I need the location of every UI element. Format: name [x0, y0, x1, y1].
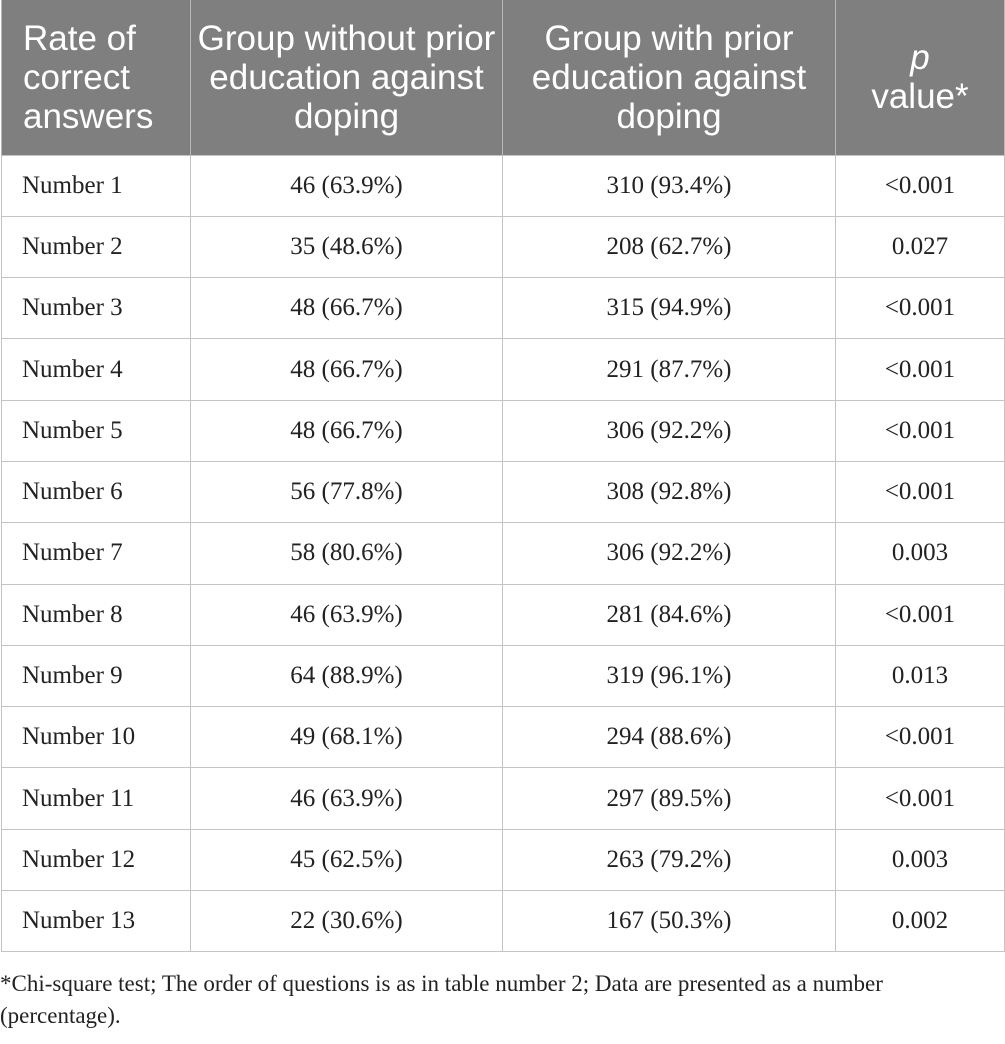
table-footnote: *Chi-square test; The order of questions is as in table number 2; Data are presented as a number (percentage). [0, 971, 883, 1028]
header-group-without-education: Group without prior education against doping [191, 0, 503, 155]
row-label-cell: Number 11 [2, 768, 191, 829]
row-label-cell: Number 12 [2, 829, 191, 890]
without-education-cell: 46 (63.9%) [191, 768, 503, 829]
with-education-cell: 297 (89.5%) [503, 768, 836, 829]
table-row [2, 339, 1005, 400]
row-label-cell: Number 7 [2, 523, 191, 584]
with-education-cell: 315 (94.9%) [503, 278, 836, 339]
table-body [2, 155, 1005, 952]
row-label-cell: Number 1 [2, 155, 191, 216]
with-education-cell: 306 (92.2%) [503, 400, 836, 461]
p-value-cell: 0.027 [836, 216, 1005, 277]
without-education-cell: 46 (63.9%) [191, 155, 503, 216]
without-education-cell: 49 (68.1%) [191, 707, 503, 768]
header-group-with-education: Group with prior education against doping [503, 0, 836, 155]
table-row [2, 155, 1005, 216]
table-row [2, 707, 1005, 768]
p-value-cell: 0.003 [836, 829, 1005, 890]
with-education-cell: 263 (79.2%) [503, 829, 836, 890]
p-value-cell: <0.001 [836, 155, 1005, 216]
without-education-cell: 35 (48.6%) [191, 216, 503, 277]
without-education-cell: 58 (80.6%) [191, 523, 503, 584]
with-education-cell: 167 (50.3%) [503, 891, 836, 952]
with-education-cell: 310 (93.4%) [503, 155, 836, 216]
header-value-label: value* [871, 77, 969, 117]
table-row [2, 768, 1005, 829]
p-value-cell: <0.001 [836, 278, 1005, 339]
without-education-cell: 56 (77.8%) [191, 461, 503, 522]
with-education-cell: 291 (87.7%) [503, 339, 836, 400]
header-row [2, 0, 1005, 155]
p-value-cell: <0.001 [836, 339, 1005, 400]
table-row [2, 216, 1005, 277]
p-value-cell: <0.001 [836, 461, 1005, 522]
row-label-cell: Number 9 [2, 645, 191, 706]
p-value-cell: 0.002 [836, 891, 1005, 952]
table-header [2, 0, 1005, 155]
row-label-cell: Number 6 [2, 461, 191, 522]
table-row [2, 829, 1005, 890]
without-education-cell: 45 (62.5%) [191, 829, 503, 890]
without-education-cell: 46 (63.9%) [191, 584, 503, 645]
header-p-symbol: p [910, 38, 930, 78]
table-row [2, 891, 1005, 952]
p-value-cell: <0.001 [836, 584, 1005, 645]
row-label-cell: Number 10 [2, 707, 191, 768]
header-rate-of-correct-answers: Rate of correct answers [2, 0, 191, 155]
p-value-cell: <0.001 [836, 768, 1005, 829]
table-row [2, 461, 1005, 522]
without-education-cell: 48 (66.7%) [191, 339, 503, 400]
without-education-cell: 64 (88.9%) [191, 645, 503, 706]
table-row [2, 584, 1005, 645]
with-education-cell: 319 (96.1%) [503, 645, 836, 706]
with-education-cell: 208 (62.7%) [503, 216, 836, 277]
row-label-cell: Number 5 [2, 400, 191, 461]
table-row [2, 523, 1005, 584]
row-label-cell: Number 3 [2, 278, 191, 339]
p-value-cell: <0.001 [836, 707, 1005, 768]
without-education-cell: 22 (30.6%) [191, 891, 503, 952]
row-label-cell: Number 8 [2, 584, 191, 645]
table-row [2, 400, 1005, 461]
p-value-cell: <0.001 [836, 400, 1005, 461]
p-value-cell: 0.013 [836, 645, 1005, 706]
table-row [2, 645, 1005, 706]
row-label-cell: Number 2 [2, 216, 191, 277]
without-education-cell: 48 (66.7%) [191, 278, 503, 339]
with-education-cell: 294 (88.6%) [503, 707, 836, 768]
with-education-cell: 306 (92.2%) [503, 523, 836, 584]
with-education-cell: 281 (84.6%) [503, 584, 836, 645]
header-p-value [836, 0, 1005, 155]
without-education-cell: 48 (66.7%) [191, 400, 503, 461]
table-row [2, 278, 1005, 339]
correct-answers-table [1, 0, 1005, 952]
with-education-cell: 308 (92.8%) [503, 461, 836, 522]
p-value-cell: 0.003 [836, 523, 1005, 584]
row-label-cell: Number 13 [2, 891, 191, 952]
row-label-cell: Number 4 [2, 339, 191, 400]
